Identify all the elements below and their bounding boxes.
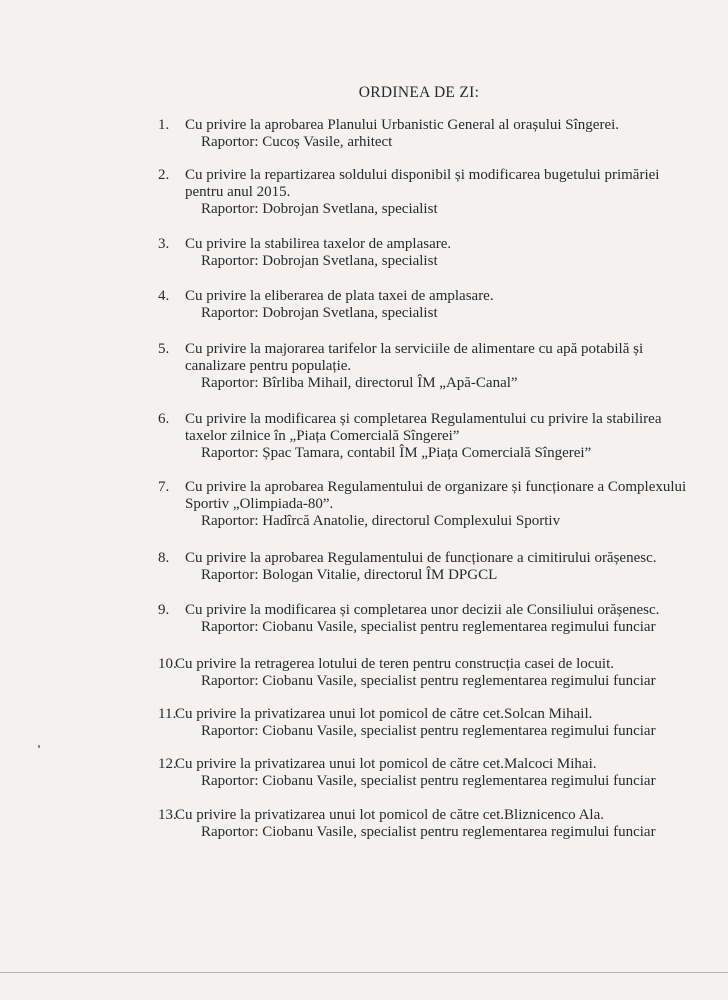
item-text: Cu privire la majorarea tarifelor la serviciile de alimentare cu apă potabilă și canalizare pentru populație.: [185, 341, 644, 374]
item-number: 13.: [158, 807, 177, 823]
item-raportor: Raportor: Ciobanu Vasile, specialist pentru reglementarea regimului funciar: [201, 619, 656, 635]
item-text: Cu privire la modificarea și completarea unor decizii ale Consiliului orășenesc.: [185, 602, 660, 618]
item-number: 4.: [158, 288, 170, 304]
item-raportor: Raportor: Dobrojan Svetlana, specialist: [201, 253, 438, 269]
agenda-item-13: [158, 807, 698, 841]
item-number: 3.: [158, 236, 170, 252]
item-number: 6.: [158, 411, 170, 427]
item-text: Cu privire la privatizarea unui lot pomicol de către cet.Bliznicenco Ala.: [175, 807, 605, 823]
item-raportor: Raportor: Cucoș Vasile, arhitect: [201, 134, 393, 150]
item-number: 9.: [158, 602, 170, 618]
item-number: 7.: [158, 479, 170, 495]
agenda-item-3: [158, 236, 698, 270]
item-raportor: Raportor: Ciobanu Vasile, specialist pentru reglementarea regimului funciar: [201, 673, 656, 689]
item-text: Cu privire la modificarea și completarea Regulamentului cu privire la stabilirea taxelor zilnice în „Piața Comercială Sîngerei”: [185, 411, 662, 444]
item-raportor: Raportor: Dobrojan Svetlana, specialist: [201, 201, 438, 217]
item-number: 11.: [158, 706, 177, 722]
agenda-item-9: [158, 602, 698, 636]
agenda-item-4: [158, 288, 698, 322]
item-text: Cu privire la aprobarea Regulamentului de organizare și funcționare a Complexului Sportiv „Olimpiada-80”.: [185, 479, 687, 512]
item-raportor: Raportor: Bologan Vitalie, directorul ÎM DPGCL: [201, 567, 498, 583]
item-number: 8.: [158, 550, 170, 566]
agenda-item-2: [158, 167, 698, 218]
scan-edge-line: [0, 972, 728, 973]
item-raportor: Raportor: Ciobanu Vasile, specialist pentru reglementarea regimului funciar: [201, 824, 656, 840]
item-text: Cu privire la repartizarea soldului disponibil și modificarea bugetului primăriei pentru anul 2015.: [185, 167, 660, 200]
item-number: 12.: [158, 756, 177, 772]
item-raportor: Raportor: Șpac Tamara, contabil ÎM „Piața Comercială Sîngerei”: [201, 445, 592, 461]
item-number: 10.: [158, 656, 177, 672]
item-number: 5.: [158, 341, 170, 357]
agenda-item-1: [158, 117, 698, 151]
item-text: Cu privire la privatizarea unui lot pomicol de către cet.Malcoci Mihai.: [175, 756, 597, 772]
item-text: Cu privire la aprobarea Planului Urbanistic General al orașului Sîngerei.: [185, 117, 620, 133]
item-number: 1.: [158, 117, 170, 133]
item-text: Cu privire la aprobarea Regulamentului de funcționare a cimitirului orășenesc.: [185, 550, 657, 566]
page-title: ORDINEA DE ZI:: [358, 84, 480, 101]
item-raportor: Raportor: Dobrojan Svetlana, specialist: [201, 305, 438, 321]
agenda-item-6: [158, 411, 698, 462]
item-text: Cu privire la privatizarea unui lot pomicol de către cet.Solcan Mihail.: [175, 706, 593, 722]
item-raportor: Raportor: Hadîrcă Anatolie, directorul Complexului Sportiv: [201, 513, 561, 529]
item-number: 2.: [158, 167, 170, 183]
agenda-item-5: [158, 341, 698, 392]
scan-speck: [38, 745, 40, 748]
item-raportor: Raportor: Ciobanu Vasile, specialist pentru reglementarea regimului funciar: [201, 723, 656, 739]
agenda-item-10: [158, 656, 698, 690]
item-text: Cu privire la stabilirea taxelor de amplasare.: [185, 236, 452, 252]
item-text: Cu privire la retragerea lotului de teren pentru construcția casei de locuit.: [175, 656, 614, 672]
item-raportor: Raportor: Bîrliba Mihail, directorul ÎM „Apă-Canal”: [201, 375, 518, 391]
item-raportor: Raportor: Ciobanu Vasile, specialist pentru reglementarea regimului funciar: [201, 773, 656, 789]
agenda-item-8: [158, 550, 698, 584]
agenda-item-12: [158, 756, 698, 790]
item-text: Cu privire la eliberarea de plata taxei de amplasare.: [185, 288, 494, 304]
agenda-item-7: [158, 479, 698, 530]
agenda-item-11: [158, 706, 698, 740]
